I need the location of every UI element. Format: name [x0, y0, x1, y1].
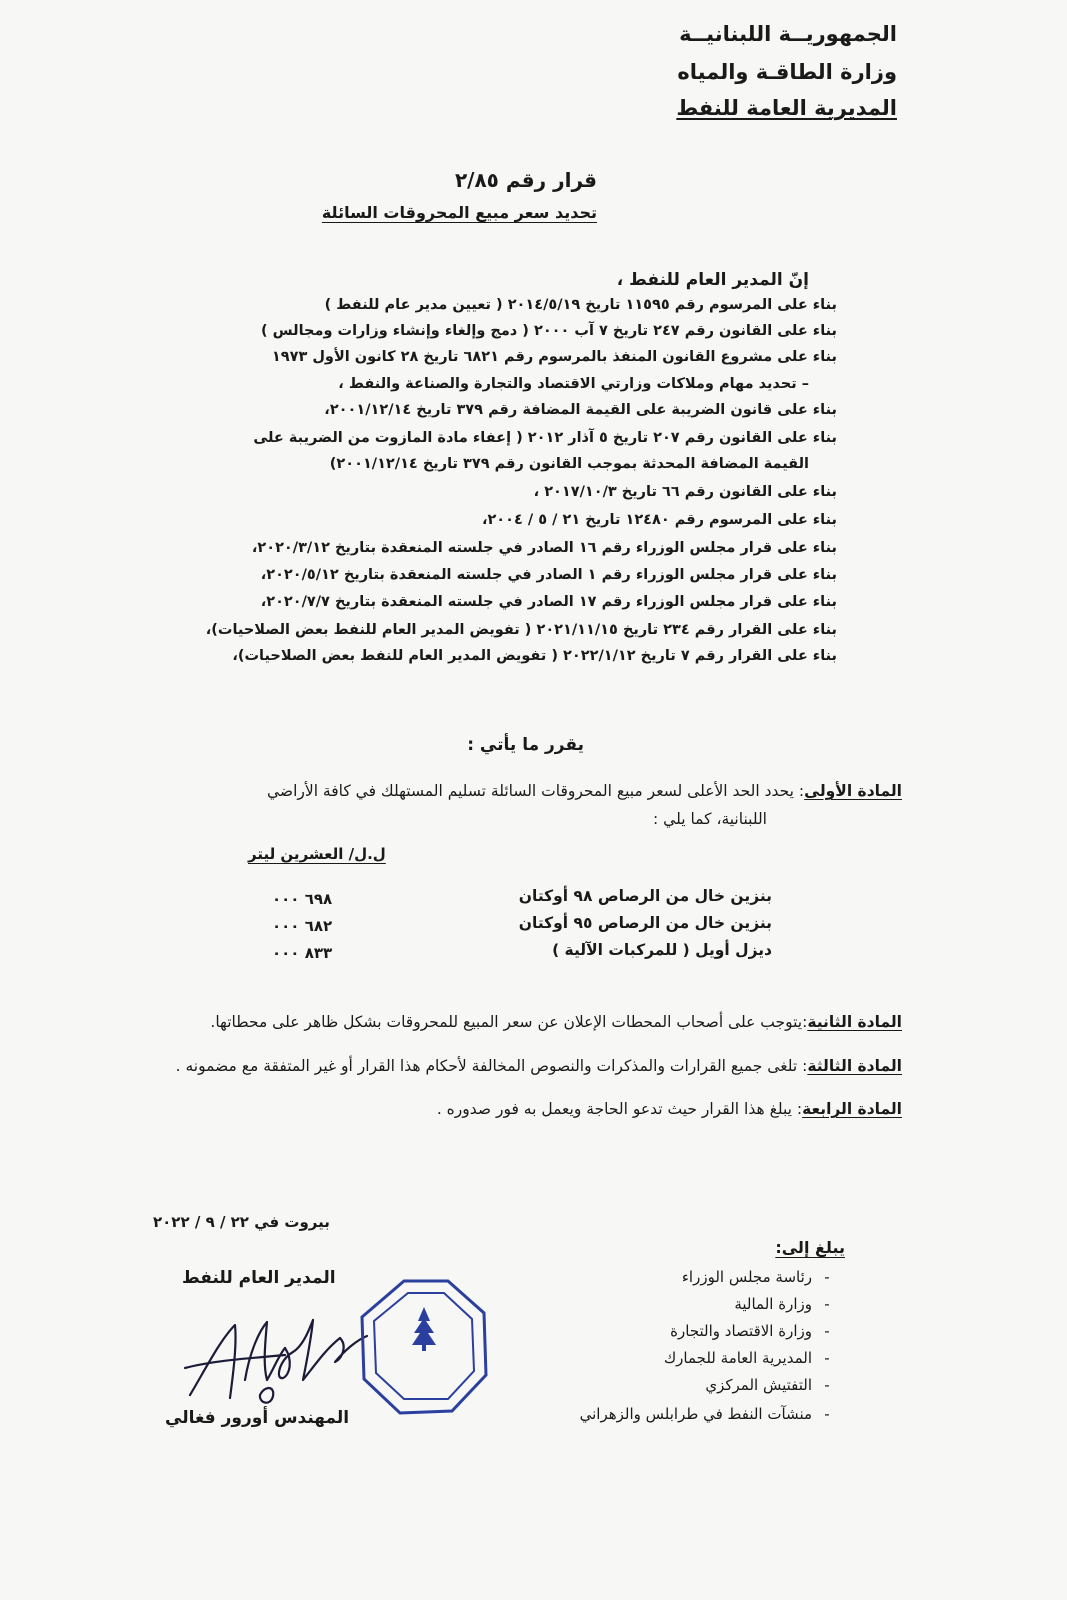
basis-line: القيمة المضافة المحدثة بموجب القانون رقم ٣٧٩ تاريخ ٢٠٠١/١٢/١٤): [329, 456, 809, 472]
basis-line: – تحديد مهام وملاكات وزارتي الاقتصاد والتجارة والصناعة والنفط ،: [338, 376, 809, 392]
article-first-text: : يحدد الحد الأعلى لسعر مبيع المحروقات السائلة تسليم المستهلك في كافة الأراضي: [266, 782, 805, 800]
price-unit: ل.ل/ العشرين ليتر: [248, 845, 386, 863]
dash-bullet: -: [824, 1376, 830, 1394]
recipient-item: [580, 1405, 842, 1423]
basis-line: بناء على قرار مجلس الوزراء رقم ١ الصادر في جلسته المنعقدة بتاريخ ٢٠٢٠/٥/١٢،: [260, 567, 837, 583]
header-republic: الجمهوريــة اللبنانيــة: [679, 22, 897, 46]
decision-title: قرار رقم ٢/٨٥: [454, 168, 597, 192]
decides-heading: يقرر ما يأتي :: [467, 735, 584, 755]
article-second: [210, 1013, 902, 1031]
article-first-continued: اللبنانية، كما يلي :: [653, 810, 767, 828]
signatory-name: المهندس أورور فغالي: [165, 1408, 350, 1428]
article-first: [267, 782, 902, 800]
article-second-label: المادة الثانية: [807, 1013, 902, 1031]
basis-line: بناء على القرار رقم ٧ تاريخ ٢٠٢٢/١/١٢ ( تفويض المدير العام للنفط بعض الصلاحيات)،: [232, 648, 837, 664]
basis-line: بناء على المرسوم رقم ١٢٤٨٠ تاريخ ٢١ / ٥ / ٢٠٠٤،: [481, 512, 837, 528]
recipient-item: [664, 1349, 842, 1367]
dash-bullet: -: [824, 1322, 830, 1340]
basis-line: بناء على القانون رقم ٦٦ تاريخ ٢٠١٧/١٠/٣ ،: [533, 484, 837, 500]
recipient-item: [734, 1295, 842, 1313]
recipient-label: وزارة المالية: [734, 1295, 812, 1313]
product-name: ديزل أويل ( للمركبات الآلية ): [552, 941, 772, 959]
recipient-item: [705, 1376, 842, 1394]
product-price: ٦٨٢ ٠٠٠: [272, 917, 333, 935]
article-third: [176, 1057, 902, 1075]
recipient-label: منشآت النفط في طرابلس والزهراني: [579, 1405, 812, 1423]
product-price: ٨٣٣ ٠٠٠: [272, 944, 333, 962]
dash-bullet: -: [824, 1295, 830, 1313]
article-fourth-text: : يبلغ هذا القرار حيث تدعو الحاجة ويعمل به فور صدوره .: [436, 1100, 803, 1118]
basis-line: بناء على قرار مجلس الوزراء رقم ١٧ الصادر في جلسته المنعقدة بتاريخ ٢٠٢٠/٧/٧،: [260, 594, 837, 610]
basis-line: بناء على القرار رقم ٢٣٤ تاريخ ٢٠٢١/١١/١٥ ( تفويض المدير العام للنفط بعض الصلاحيات)،: [205, 622, 837, 638]
recipient-label: وزارة الاقتصاد والتجارة: [670, 1322, 812, 1340]
notify-title: يبلغ إلى:: [775, 1238, 845, 1257]
recipient-label: التفتيش المركزي: [705, 1376, 812, 1394]
basis-line: بناء على مشروع القانون المنفذ بالمرسوم رقم ٦٨٢١ تاريخ ٢٨ كانون الأول ١٩٧٣: [271, 349, 837, 365]
decision-subject: تحديد سعر مبيع المحروقات السائلة: [321, 203, 597, 222]
article-second-text: :يتوجب على أصحاب المحطات الإعلان عن سعر المبيع للمحروقات بشكل ظاهر على محطاتها.: [210, 1013, 808, 1031]
article-third-text: : تلغى جميع القرارات والمذكرات والنصوص المخالفة لأحكام هذا القرار أو غير المتفقة مع مضمونه .: [175, 1057, 808, 1075]
product-name: بنزين خال من الرصاص ٩٥ أوكتان: [518, 914, 772, 932]
dash-bullet: -: [824, 1268, 830, 1286]
place-date: بيروت في ٢٢ / ٩ / ٢٠٢٢: [153, 1213, 330, 1231]
official-stamp: [356, 1277, 492, 1417]
product-price: ٦٩٨ ٠٠٠: [272, 890, 333, 908]
header-ministry: وزارة الطاقـة والمياه: [677, 60, 897, 84]
basis-line: بناء على قانون الضريبة على القيمة المضافة رقم ٣٧٩ تاريخ ٢٠٠١/١٢/١٤،: [324, 402, 837, 418]
recipient-item: [670, 1322, 842, 1340]
handwritten-signature: [175, 1300, 375, 1415]
article-third-label: المادة الثالثة: [807, 1057, 902, 1075]
signatory-title: المدير العام للنفط: [182, 1268, 336, 1288]
article-fourth-label: المادة الرابعة: [802, 1100, 902, 1118]
dash-bullet: -: [824, 1349, 830, 1367]
basis-line: بناء على القانون رقم ٢٠٧ تاريخ ٥ آذار ٢٠١٢ ( إعفاء مادة المازوت من الضريبة على: [253, 430, 837, 446]
basis-line: بناء على قرار مجلس الوزراء رقم ١٦ الصادر في جلسته المنعقدة بتاريخ ٢٠٢٠/٣/١٢،: [251, 540, 837, 556]
basis-line: بناء على القانون رقم ٢٤٧ تاريخ ٧ آب ٢٠٠٠ ( دمج وإلغاء وإنشاء وزارات ومجالس ): [260, 323, 837, 339]
intro-line: إنّ المدير العام للنفط ،: [616, 270, 809, 290]
recipient-item: [682, 1268, 842, 1286]
recipient-label: رئاسة مجلس الوزراء: [681, 1268, 812, 1286]
dash-bullet: -: [824, 1405, 830, 1423]
basis-line: بناء على المرسوم رقم ١١٥٩٥ تاريخ ٢٠١٤/٥/١٩ ( تعيين مدير عام للنفط ): [324, 297, 837, 313]
header-directorate: المديرية العامة للنفط: [676, 96, 897, 120]
product-name: بنزين خال من الرصاص ٩٨ أوكتان: [518, 887, 772, 905]
recipient-label: المديرية العامة للجمارك: [663, 1349, 812, 1367]
article-fourth: [437, 1100, 902, 1118]
article-first-label: المادة الأولى: [804, 782, 902, 800]
